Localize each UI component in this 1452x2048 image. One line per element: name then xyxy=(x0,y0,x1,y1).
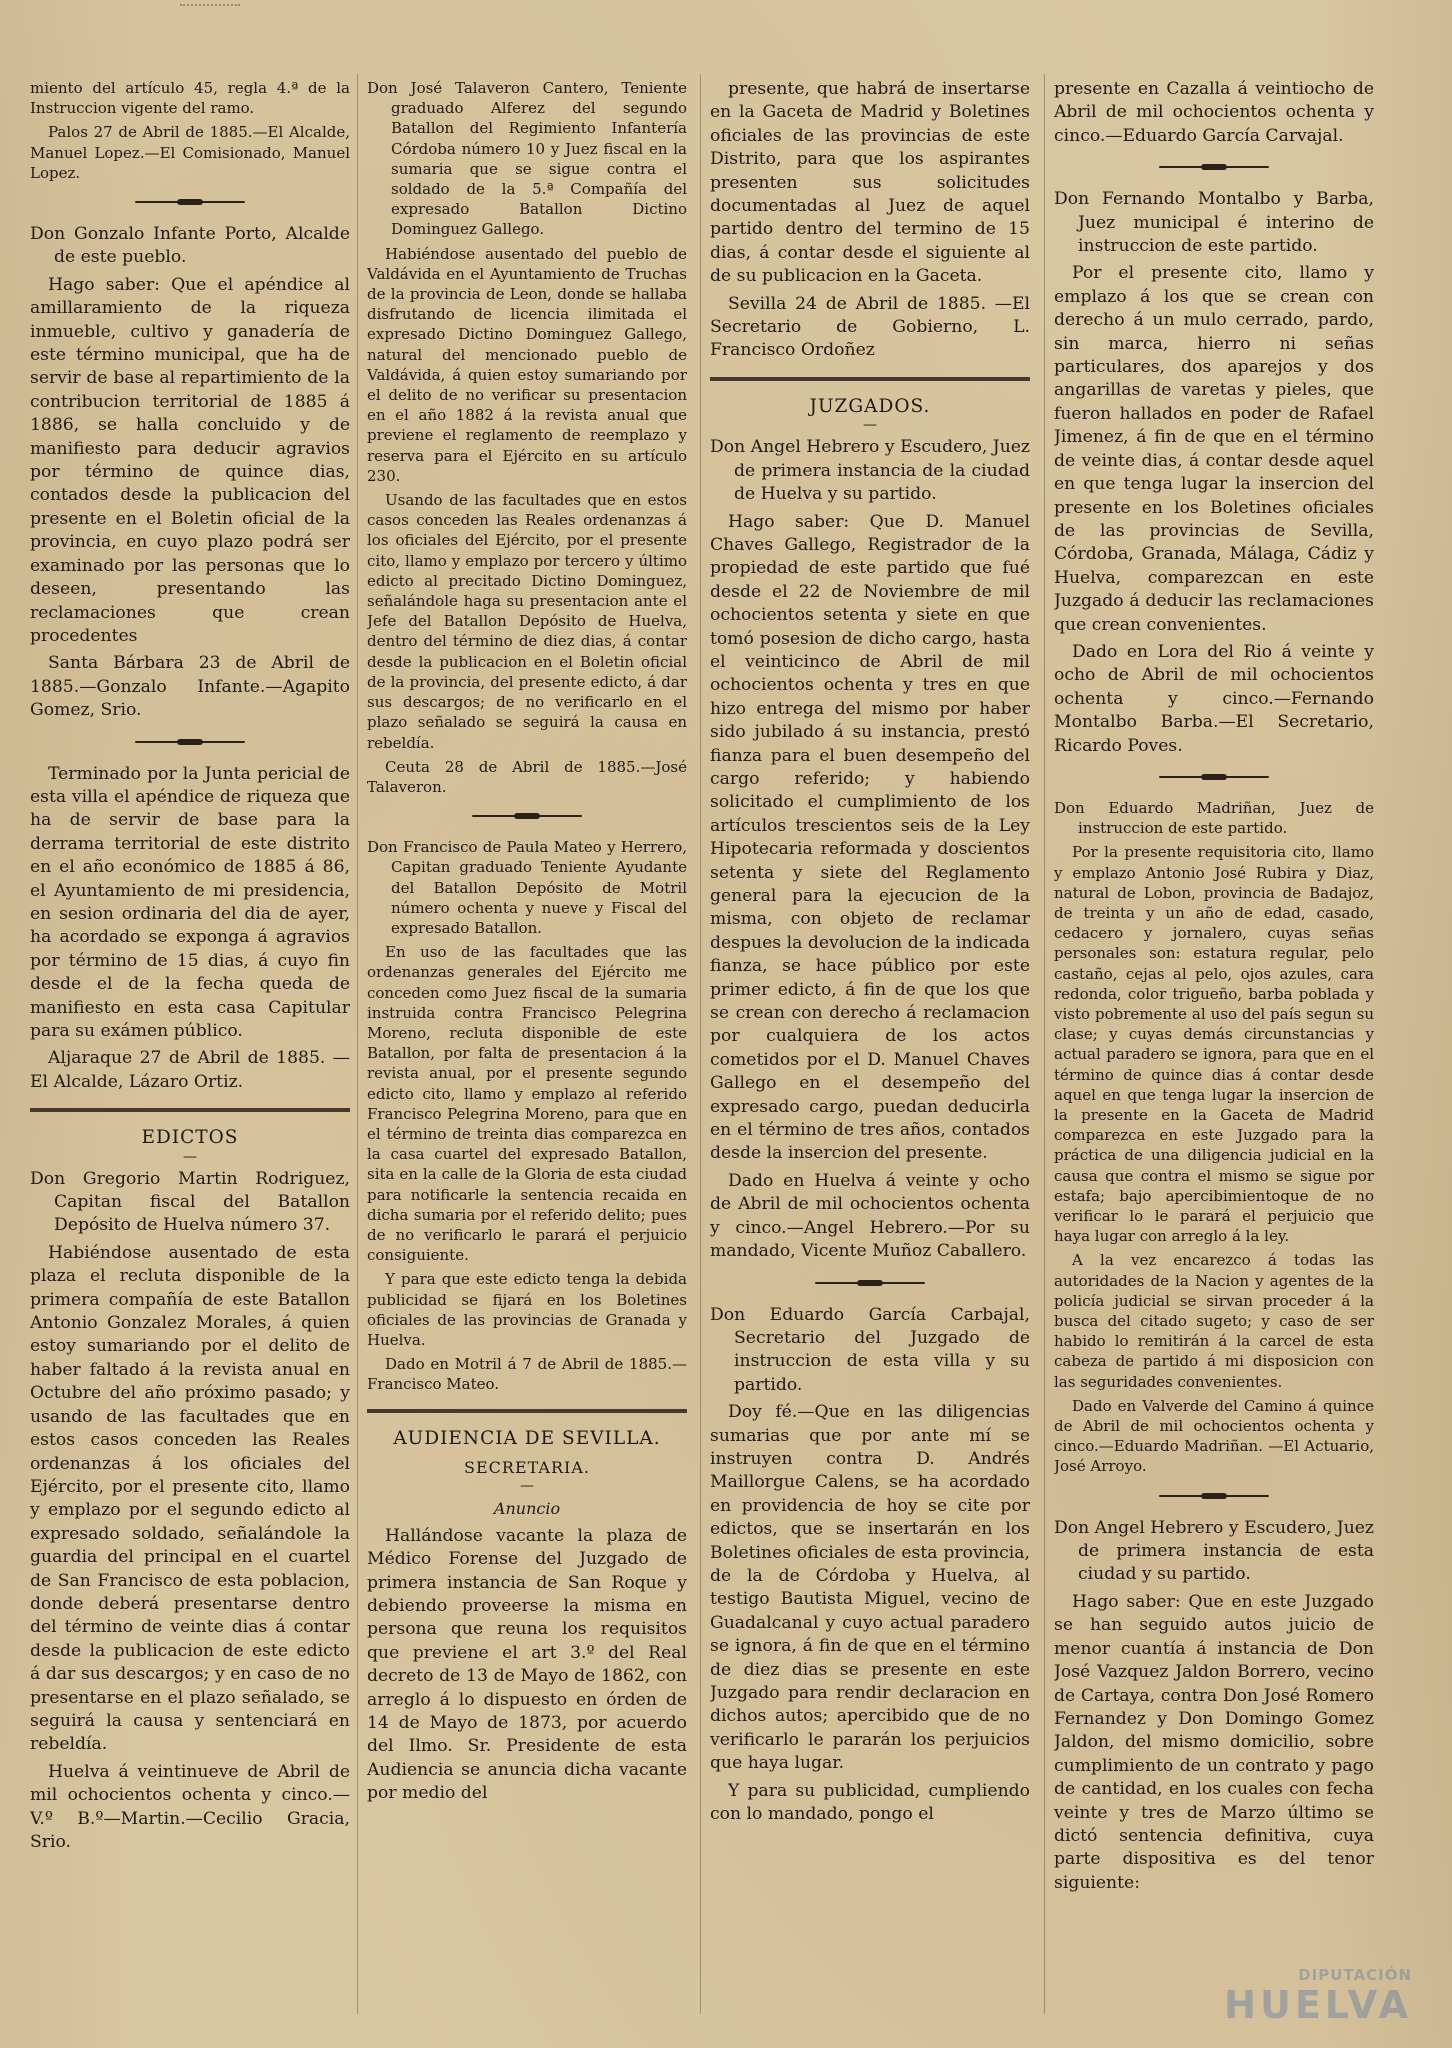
column-rule xyxy=(700,74,701,2014)
signature-line: Dado en Lora del Rio á veinte y ocho de Abril de mil ochocientos ochenta y cinco.—Fernando Montalbo Barba.—El Secretario, Ricardo Poves. xyxy=(1054,641,1374,756)
title-dash: — xyxy=(863,417,877,434)
section-rule xyxy=(367,1409,687,1413)
notice-header: Don Angel Hebrero y Escudero, Juez de primera instancia de esta ciudad y su partido. xyxy=(1054,1517,1374,1585)
notice-body: Hallándose vacante la plaza de Médico Forense del Juzgado de primera instancia de San Roque y debiendo proveerse la misma en persona que reuna los requisitos que previene el art 3.º del Real decreto de 13 de Mayo de 1862, con arreglo á lo dispuesto en órden de 14 de Mayo de 1873, por acuerdo del Ilmo. Sr. Presidente de esta Audiencia se anuncia dicha vacante por medio del xyxy=(367,1525,687,1804)
notice-body: Habiéndose ausentado de esta plaza el recluta disponible de la primera compañía de este Batallon Antonio Gonzalez Morales, á quien estoy sumariando por el delito de haber faltado á la revista anual en Octubre del año próximo pasado; y usando de las facultades que en estos casos conceden las Reales ordenanzas á los oficiales del Ejército, por el presente cito, llamo y emplazo por el segundo edicto al expresado soldado, señalándole la guardia del principal en el cuartel de San Francisco de esta poblacion, donde deberá presentarse dentro del término de veinte dias á contar desde la publicacion de este edicto á dar sus descargos; y en caso de no presentarse en el plazo señalado, se seguirá la causa y sentenciará en rebeldía. xyxy=(30,1242,350,1755)
ornament-divider xyxy=(1159,1493,1269,1499)
notice-body: presente, que habrá de insertarse en la Gaceta de Madrid y Boletines oficiales de las provincias de este Distrito, para que los aspirantes presenten sus solicitudes documentadas al Juez de aquel partido dentro del termino de 15 dias, á contar desde el siguiente al de su publicacion en la Gaceta. xyxy=(710,79,1030,287)
notice-body: Y para su publicidad, cumpliendo con lo mandado, pongo el xyxy=(710,1780,1030,1825)
column-3 xyxy=(710,78,1030,1830)
notice-body: Hago saber: Que en este Juzgado se han seguido autos juicio de menor cuantía á instancia de Don José Vazquez Jaldon Borrero, vecino de Cartaya, contra Don José Romero Fernandez y Don Domingo Gomez Jaldon, del mismo domicilio, sobre cumplimiento de un contrato y pago de cantidad, en los cuales con fecha veinte y tres de Marzo último se dictó sentencia definitiva, cuya parte dispositiva es del tenor siguiente: xyxy=(1054,1591,1374,1893)
notice-header: Don Gregorio Martin Rodriguez, Capitan fiscal del Batallon Depósito de Huelva número 37. xyxy=(30,1168,350,1236)
column-2 xyxy=(367,78,687,1810)
column-rule xyxy=(357,74,358,2014)
text-paragraph: miento del artículo 45, regla 4.ª de la Instruccion vigente del ramo. xyxy=(30,79,350,118)
signature-line: Dado en Huelva á veinte y ocho de Abril de mil ochocientos ochenta y cinco.—Angel Hebrero.—Por su mandado, Vicente Muñoz Caballero. xyxy=(710,1170,1030,1262)
signature-line: Dado en Valverde del Camino á quince de Abril de mil ochocientos ochenta y cinco.—Eduardo Madriñan. —El Actuario, José Arroyo. xyxy=(1054,1396,1374,1476)
signature-line: Aljaraque 27 de Abril de 1885. —El Alcalde, Lázaro Ortiz. xyxy=(30,1048,350,1092)
column-1 xyxy=(30,78,350,1858)
title-dash: — xyxy=(520,1478,534,1495)
ornament-divider xyxy=(815,1280,925,1286)
signature-line: Sevilla 24 de Abril de 1885. —El Secretario de Gobierno, L. Francisco Ordoñez xyxy=(710,293,1030,361)
notice-body: Usando de las facultades que en estos casos conceden las Reales ordenanzas á los oficiales del Ejército, por el presente cito, llamo y emplazo por tercero y último edicto al precitado Dictino Dominguez, señalándole haga su presentacion ante el Jefe del Batallon Depósito de Huelva, dentro del término de diez dias, á contar desde la publicacion en el Boletin oficial de la provincia, del presente edicto, á dar sus descargos; de no verificarlo en el plazo señalado se seguirá la causa en rebeldía. xyxy=(367,491,687,752)
ornament-divider xyxy=(135,739,245,745)
ornament-divider xyxy=(135,199,245,205)
notice-header: Don Eduardo Madriñan, Juez de instruccion de este partido. xyxy=(1054,798,1374,838)
signature-line: Dado en Motril á 7 de Abril de 1885.—Francisco Mateo. xyxy=(367,1355,687,1394)
notice-header: Don Gonzalo Infante Porto, Alcalde de este pueblo. xyxy=(30,224,350,268)
notice-body: presente en Cazalla á veintiocho de Abril de mil ochocientos ochenta y cinco.—Eduardo García Carvajal. xyxy=(1054,79,1374,146)
notice-header: Don José Talaveron Cantero, Teniente graduado Alferez del segundo Batallon del Regimiento Infantería Córdoba número 10 y Juez fiscal en la sumaria que se sigue contra el soldado de la 5.ª Compañía del expresado Batallon Dictino Dominguez Gallego. xyxy=(367,79,687,239)
signature-line: Palos 27 de Abril de 1885.—El Alcalde, Manuel Lopez.—El Comisionado, Manuel Lopez. xyxy=(30,123,350,182)
watermark-line-2: HUELVA xyxy=(1224,1983,1412,2027)
notice-body: Por la presente requisitoria cito, llamo y emplazo Antonio José Rubira y Diaz, natural de Lobon, provincia de Badajoz, de treinta y un año de edad, casado, cedacero y jornalero, cuyas señas personales son: estatura regular, pelo castaño, cejas al pelo, ojos azules, cara redonda, color trigueño, barba poblada y visto pobremente al uso del país segun su clase; y cuyas demás circunstancias y actual paradero se ignora, para que en el término de quince dias á contar desde aquel en que tenga lugar la insercion de la presente en la Gaceta de Madrid comparezca en este Juzgado para la práctica de una diligencia judicial en la causa que contra el mismo se sigue por estafa; bajo apercibimientoque de no verificar lo le parará el perjuicio que haya lugar con arreglo á la ley. xyxy=(1054,843,1374,1246)
section-title-audiencia: AUDIENCIA DE SEVILLA. xyxy=(393,1427,661,1449)
section-title-juzgados: JUZGADOS. xyxy=(809,395,931,417)
notice-body: Doy fé.—Que en las diligencias sumarias que por ante mí se instruyen contra D. Andrés Maillorgue Calens, se ha acordado en providencia de hoy se cite por edictos, que se insertarán en los Boletines oficiales de esta provincia, de la de Córdoba y Huelva, al testigo Bautista Miguel, vecino de Guadalcanal y cuyo actual paradero se ignora, á fin de que en el término de diez dias se presente en este Juzgado para rendir declaracion en dichos autos; apercibido que de no verificarlo le pararán los perjuicios que haya lugar. xyxy=(710,1402,1030,1774)
notice-body: Hago saber: Que el apéndice al amillaramiento de la riqueza inmueble, cultivo y ganadería de este término municipal, que ha de servir de base al repartimiento de la contribucion territorial de 1885 á 1886, se halla concluido y de manifiesto para deducir agravios por término de quince dias, contados desde la publicacion del presente en el Boletin oficial de la provincia, en cuyo plazo podrá ser examinado por las personas que lo deseen, presentando las reclamaciones que crean procedentes xyxy=(30,274,350,646)
notice-body: Por el presente cito, llamo y emplazo á los que se crean con derecho á un mulo cerrado, pardo, sin marca, hierro ni señas particulares, dos aparejos y dos angarillas de varetas y pieles, que fueron hallados en poder de Rafael Jimenez, á fin de que en el término de veinte dias, á contar desde aquel en que tenga lugar la insercion del presente en los Boletines oficiales de las provincias de Sevilla, Córdoba, Granada, Málaga, Cádiz y Huelva, comparezcan en este Juzgado á deducir las reclamaciones que crean convenientes. xyxy=(1054,263,1374,635)
ornament-divider xyxy=(1159,774,1269,780)
column-rule xyxy=(1044,74,1045,2014)
notice-body: Y para que este edicto tenga la debida publicidad se fijará en los Boletines oficiales de las provincias de Granada y Huelva. xyxy=(367,1270,687,1349)
watermark-line-1: DIPUTACIÓN xyxy=(1298,1966,1412,1984)
archive-watermark xyxy=(1082,1966,1412,2030)
notice-body: A la vez encarezco á todas las autoridades de la Nacion y agentes de la policía judicial se sirvan proceder á la busca del citado sugeto; y caso de ser habido lo remitirán á la carcel de esta cabeza de partido á mi disposicion con las seguridades convenientes. xyxy=(1054,1251,1374,1391)
notice-body: Hago saber: Que D. Manuel Chaves Gallego, Registrador de la propiedad de este partido que fué desde el 22 de Noviembre de mil ochocientos setenta y siete en que tomó posesion de dicho cargo, hasta el veinticinco de Abril de mil ochocientos ochenta y tres en que hizo entrega del mismo por haber sido jubilado á su instancia, prestó fianza para el buen desempeño del cargo referido; y habiendo solicitado el cumplimiento de los artículos trescientos seis de la Ley Hipotecaria reformada y doscientos setenta y siete del Reglamento general para la ejecucion de la misma, con objeto de reclamar despues la devolucion de la indicada fianza, se hace público por este primer edicto, á fin de que los que se crean con derecho á reclamacion por cualquiera de los actos cometidos por el D. Manuel Chaves Gallego en el desempeño del expresado cargo, puedan deducirla en el término de tres años, contados desde la insercion del presente. xyxy=(710,511,1030,1164)
section-rule xyxy=(710,377,1030,381)
ornament-divider xyxy=(1159,164,1269,170)
section-title-edictos: EDICTOS xyxy=(141,1127,239,1149)
title-dash: — xyxy=(183,1148,197,1165)
page-top-mark xyxy=(180,4,240,12)
ornament-divider xyxy=(472,813,582,819)
notice-header: Don Francisco de Paula Mateo y Herrero, Capitan graduado Teniente Ayudante del Batallon Depósito de Motril número ochenta y nueve y Fiscal del expresado Batallon. xyxy=(367,838,687,937)
notice-body: Terminado por la Junta pericial de esta villa el apéndice de riqueza que ha de servir de base para la derrama territorial de este distrito en el año económico de 1885 á 86, el Ayuntamiento de mi presidencia, en sesion ordinaria del dia de ayer, ha acordado se exponga á agravios por término de 15 dias, á cuyo fin desde el de la fecha queda de manifiesto en esta casa Capitular para su exámen público. xyxy=(30,763,350,1042)
signature-line: Ceuta 28 de Abril de 1885.—José Talaveron. xyxy=(367,757,687,796)
notice-header: Don Angel Hebrero y Escudero, Juez de primera instancia de la ciudad de Huelva y su partido. xyxy=(710,437,1030,505)
notice-header: Don Fernando Montalbo y Barba, Juez municipal é interino de instruccion de este partido. xyxy=(1054,189,1374,257)
section-rule xyxy=(30,1108,350,1112)
section-subtitle: SECRETARIA. xyxy=(464,1458,590,1477)
notice-body: En uso de las facultades que las ordenanzas generales del Ejército me conceden como Juez fiscal de la sumaria instruida contra Francisco Pelegrina Moreno, recluta disponible de este Batallon, por falta de presentacion á la revista anual, por el presente segundo edicto cito, llamo y emplazo al referido Francisco Pelegrina Moreno, para que en el término de treinta dias comparezca en la casa cuartel del expresado Batallon, sita en la calle de la Gloria de esta ciudad para notificarle la sentencia recaida en dicha sumaria por el referido delito; pues de no verificarlo le parará el perjuicio consiguiente. xyxy=(367,943,687,1265)
notice-header: Don Eduardo García Carbajal, Secretario del Juzgado de instruccion de esta villa y su partido. xyxy=(710,1304,1030,1395)
signature-line: Santa Bárbara 23 de Abril de 1885.—Gonzalo Infante.—Agapito Gomez, Srio. xyxy=(30,653,350,721)
notice-body: Habiéndose ausentado del pueblo de Valdávida en el Ayuntamiento de Truchas de la provincia de Leon, donde se hallaba disfrutando de licencia ilimitada el expresado Dictino Dominguez Gallego, natural del mencionado pueblo de Valdávida, á quien estoy sumariando por el delito de no verificar su presentacion en el año 1882 á la revista anual que previene el reglamento de reemplazo y reserva para el Ejército en su artículo 230. xyxy=(367,244,687,485)
signature-line: Huelva á veintinueve de Abril de mil ochocientos ochenta y cinco.—V.º B.º—Martin.—Cecilio Gracia, Srio. xyxy=(30,1761,350,1853)
column-4 xyxy=(1054,78,1374,1899)
section-anuncio: Anuncio xyxy=(493,1499,561,1519)
